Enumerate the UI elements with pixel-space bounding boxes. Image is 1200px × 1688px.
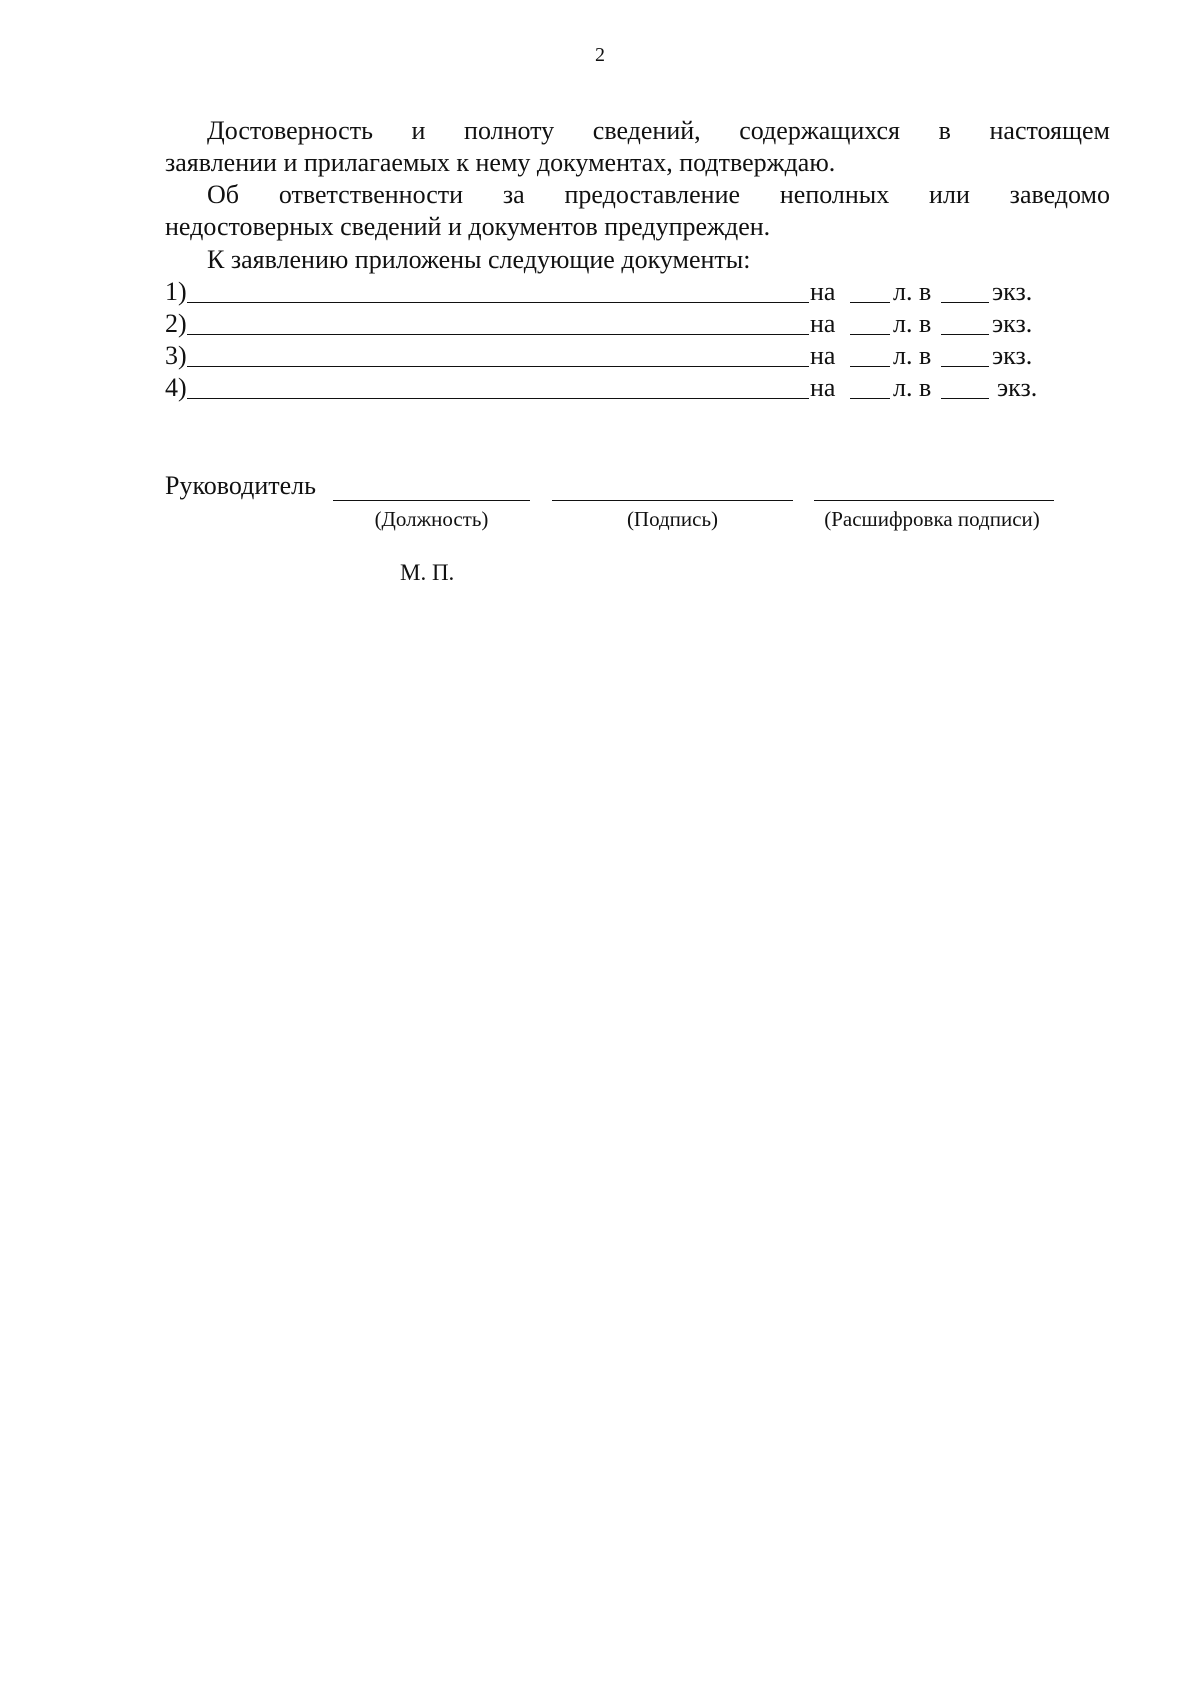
document-sheets-blank[interactable] [850, 366, 890, 367]
document-copies-blank[interactable] [941, 366, 989, 367]
document-row-number: 3) [165, 341, 187, 370]
document-name-blank[interactable] [187, 398, 809, 399]
position-blank[interactable] [333, 500, 530, 501]
document-name-blank[interactable] [187, 334, 809, 335]
document-row-sheets-label: л. в [893, 341, 932, 370]
document-row-sheets-label: л. в [893, 277, 932, 306]
document-row-na: на [810, 277, 836, 306]
page-number: 2 [595, 44, 605, 66]
document-copies-blank[interactable] [941, 398, 989, 399]
paragraph-responsibility-line2: недостоверных сведений и документов предупрежден. [165, 212, 771, 241]
document-row-number: 4) [165, 373, 187, 402]
document-row-na: на [810, 341, 836, 370]
signature-blank[interactable] [552, 500, 793, 501]
document-sheets-blank[interactable] [850, 334, 890, 335]
document-row-na: на [810, 373, 836, 402]
document-row-copies-label: экз. [992, 277, 1033, 306]
signature-decode-caption: (Расшифровка подписи) [824, 507, 1040, 531]
document-row-copies-label: экз. [997, 373, 1038, 402]
document-row-copies-label: экз. [992, 341, 1033, 370]
signature-role-label: Руководитель [165, 471, 316, 500]
document-row-number: 1) [165, 277, 187, 306]
document-row-number: 2) [165, 309, 187, 338]
document-row-sheets-label: л. в [893, 373, 932, 402]
paragraph-attachments-heading: К заявлению приложены следующие документы: [207, 245, 751, 274]
document-copies-blank[interactable] [941, 334, 989, 335]
paragraph-accuracy-line1: Достоверность и полноту сведений, содержащихся в настоящем [207, 116, 1110, 145]
document-sheets-blank[interactable] [850, 398, 890, 399]
document-row-na: на [810, 309, 836, 338]
stamp-place-label: М. П. [400, 560, 455, 585]
document-sheets-blank[interactable] [850, 302, 890, 303]
document-row-sheets-label: л. в [893, 309, 932, 338]
paragraph-accuracy-line2: заявлении и прилагаемых к нему документах, подтверждаю. [165, 148, 836, 177]
document-copies-blank[interactable] [941, 302, 989, 303]
paragraph-responsibility-line1: Об ответственности за предоставление неполных или заведомо [207, 180, 1110, 209]
position-caption: (Должность) [374, 507, 489, 531]
signature-caption: (Подпись) [626, 507, 719, 531]
document-name-blank[interactable] [187, 302, 809, 303]
signature-decode-blank[interactable] [814, 500, 1054, 501]
document-name-blank[interactable] [187, 366, 809, 367]
document-row-copies-label: экз. [992, 309, 1033, 338]
